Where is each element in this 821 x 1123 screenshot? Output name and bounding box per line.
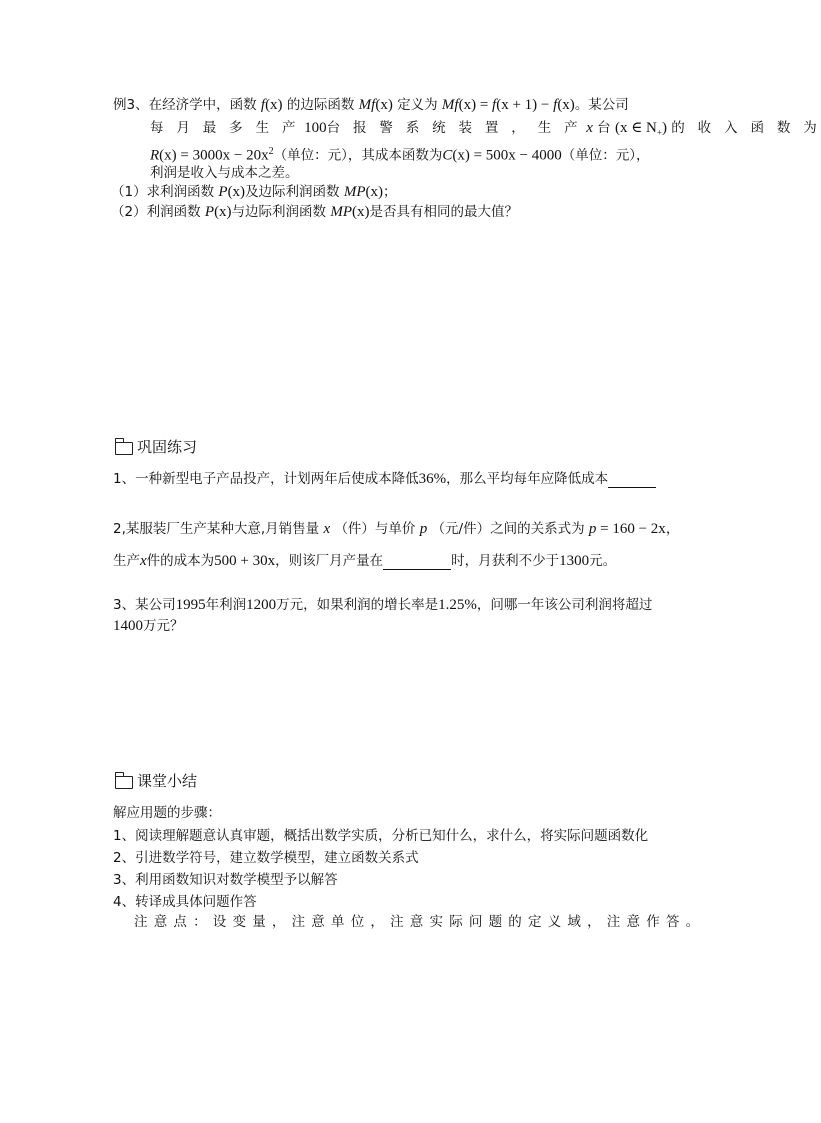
practice-2-line-2: 生产x件的成本为500 + 30x，则该厂月产量在 时，月获利不少于1300元。 bbox=[113, 553, 617, 569]
folder-icon bbox=[115, 776, 133, 789]
summary-intro: 解应用题的步骤： bbox=[113, 805, 221, 821]
summary-step-1: 1、阅读理解题意认真审题，概括出数学实质，分析已知什么，求什么，将实际问题函数化 bbox=[113, 828, 649, 844]
question-1: （1）求利润函数 P(x)及边际利润函数 MP(x)； bbox=[111, 184, 397, 200]
example3-line-1: 例3、在经济学中，函数 f(x) 的边际函数 Mf(x) 定义为 Mf(x) = f(x + 1) − f(x)。某公司 bbox=[113, 97, 629, 113]
summary-step-4: 4、转译成具体问题作答 bbox=[113, 894, 257, 910]
folder-icon bbox=[115, 442, 133, 455]
summary-step-3: 3、利用函数知识对数学模型予以解答 bbox=[113, 872, 338, 888]
answer-blank[interactable] bbox=[383, 555, 451, 570]
practice-3-line-2: 1400万元？ bbox=[113, 618, 184, 634]
summary-heading: 课堂小结 bbox=[115, 771, 197, 791]
practice-heading: 巩固练习 bbox=[115, 437, 197, 457]
practice-2-line-1: 2,某服装厂生产某种大意,月销售量 x （件）与单价 p （元/件）之间的关系式为 p = 160 − 2x， bbox=[113, 521, 680, 537]
example3-line-2: 每 月 最 多 生 产 100台 报 警 系 统 装 置 ， 生 产 x 台 (x ∈ $N_+$) 的 收 入 函 数 为 bbox=[150, 120, 821, 138]
summary-step-2: 2、引进数学符号，建立数学模型，建立函数关系式 bbox=[113, 850, 419, 866]
answer-blank[interactable] bbox=[608, 473, 656, 488]
example3-line-3: $R(x) = 3000x - 20x^2$（单位：元），其成本函数为C(x) = 500x − 4000（单位：元）， bbox=[150, 146, 650, 164]
example3-line-4: 利润是收入与成本之差。 bbox=[150, 165, 299, 181]
practice-1: 1、一种新型电子产品投产，计划两年后使成本降低36%，那么平均每年应降低成本 bbox=[113, 470, 656, 488]
practice-3-line-1: 3、某公司1995年利润1200万元，如果利润的增长率是1.25%，问哪一年该公司利润将超过 bbox=[113, 597, 653, 613]
summary-note: 注意点：设变量，注意单位，注意实际问题的定义域，注意作答。 bbox=[134, 914, 706, 930]
question-2: （2）利润函数 P(x)与边际利润函数 MP(x)是否具有相同的最大值？ bbox=[111, 204, 519, 220]
